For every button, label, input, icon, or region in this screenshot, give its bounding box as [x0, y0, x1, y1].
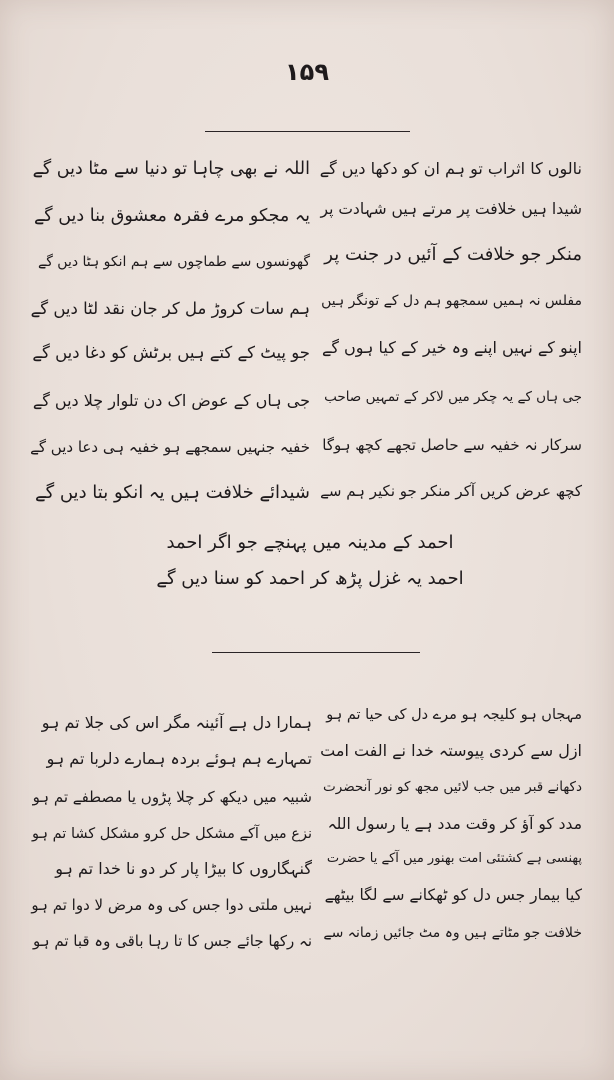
verse-line: دکھانے قبر میں جب لائیں مجھ کو نور آنحضرت [323, 779, 582, 795]
section-divider-middle [212, 652, 420, 653]
verse-line: تمہارے ہم ہوئے بردہ ہمارے دلربا تم ہو [46, 749, 312, 768]
page-number: ۱۵۹ [285, 58, 329, 86]
verse-line: ہم سات کروڑ مل کر جان نقد لٹا دیں گے [30, 299, 310, 318]
verse-line: کیا بیمار جس دل کو ٹھکانے سے لگا بیٹھے [324, 886, 582, 904]
verse-line: شبیہ میں دیکھ کر چلا پڑوں یا مصطفے تم ہو [32, 788, 312, 806]
verse-line: خلافت جو مٹاتے ہیں وہ مٹ جائیں زمانہ سے [323, 925, 582, 941]
verse-line: نہیں ملتی دوا جس کی وہ مرض لا دوا تم ہو [31, 896, 312, 914]
verse-line: نہ رکھا جائے جس کا تا رہا باقی وہ قبا تم ہو [33, 932, 312, 950]
verse-line: ہمارا دل ہے آئینہ مگر اس کی جلا تم ہو [41, 713, 312, 732]
verse-line: منکر جو خلافت کے آئیں در جنت پر [324, 244, 582, 265]
verse-line: گنہگاروں کا بیڑا پار کر دو نا خدا تم ہو [55, 859, 312, 878]
verse-line: مہجاں ہو کلیجہ ہو مرے دل کی حیا تم ہو [326, 707, 582, 723]
verse-line: مفلس نہ ہمیں سمجھو ہم دل کے تونگر ہیں [321, 293, 582, 309]
verse-line: اپنو کے نہیں اپنے وہ خیر کے کیا ہوں گے [321, 338, 582, 357]
verse-line: شیدائے خلافت ہیں یہ انکو بتا دیں گے [35, 482, 310, 503]
verse-line: پھنسی ہے کشتئی امت بھنور میں آکے یا حضرت [326, 851, 582, 866]
verse-line: کچھ عرض کریں آکر منکر جو نکیر ہم سے [320, 482, 582, 500]
verse-line: نزع میں آکے مشکل حل کرو مشکل کشا تم ہو [32, 826, 312, 842]
verse-line: یہ مجکو مرے فقرہ معشوق بنا دیں گے [34, 206, 310, 226]
verse-line: جی ہاں کے یہ چکر میں لاکر کے تمہیں صاحب [324, 389, 582, 405]
verse-line: خفیہ جنہیں سمجھے ہو خفیہ ہی دعا دیں گے [30, 438, 310, 456]
verse-line: سرکار نہ خفیہ سے حاصل تجھے کچھ ہوگا [322, 436, 582, 454]
verse-line: شیدا ہیں خلافت پر مرتے ہیں شہادت پر [320, 200, 582, 218]
verse-line: اللہ نے بھی چاہا تو دنیا سے مٹا دیں گے [32, 159, 310, 179]
verse-line: جو پیٹ کے کتے ہیں برٹش کو دغا دیں گے [32, 343, 310, 362]
couplet-line-2: احمد یہ غزل پڑھ کر احمد کو سنا دیں گے [156, 568, 464, 589]
verse-line: گھونسوں سے طماچوں سے ہم انکو ہٹا دیں گے [37, 254, 310, 270]
couplet-line-1: احمد کے مدینہ میں پہنچے جو اگر احمد [166, 532, 454, 553]
show-through-text [0, 95, 614, 135]
verse-line: مدد کو آؤ کر وقت مدد ہے یا رسول اللہ [327, 815, 582, 833]
verse-line: نالوں کا اثراب تو ہم ان کو دکھا دیں گے [319, 159, 582, 178]
section-divider-top [205, 131, 410, 132]
verse-line: ازل سے کردی پیوستہ خدا نے الفت امت [320, 741, 582, 760]
verse-line: جی ہاں کے عوض اک دن تلوار چلا دیں گے [32, 391, 310, 410]
